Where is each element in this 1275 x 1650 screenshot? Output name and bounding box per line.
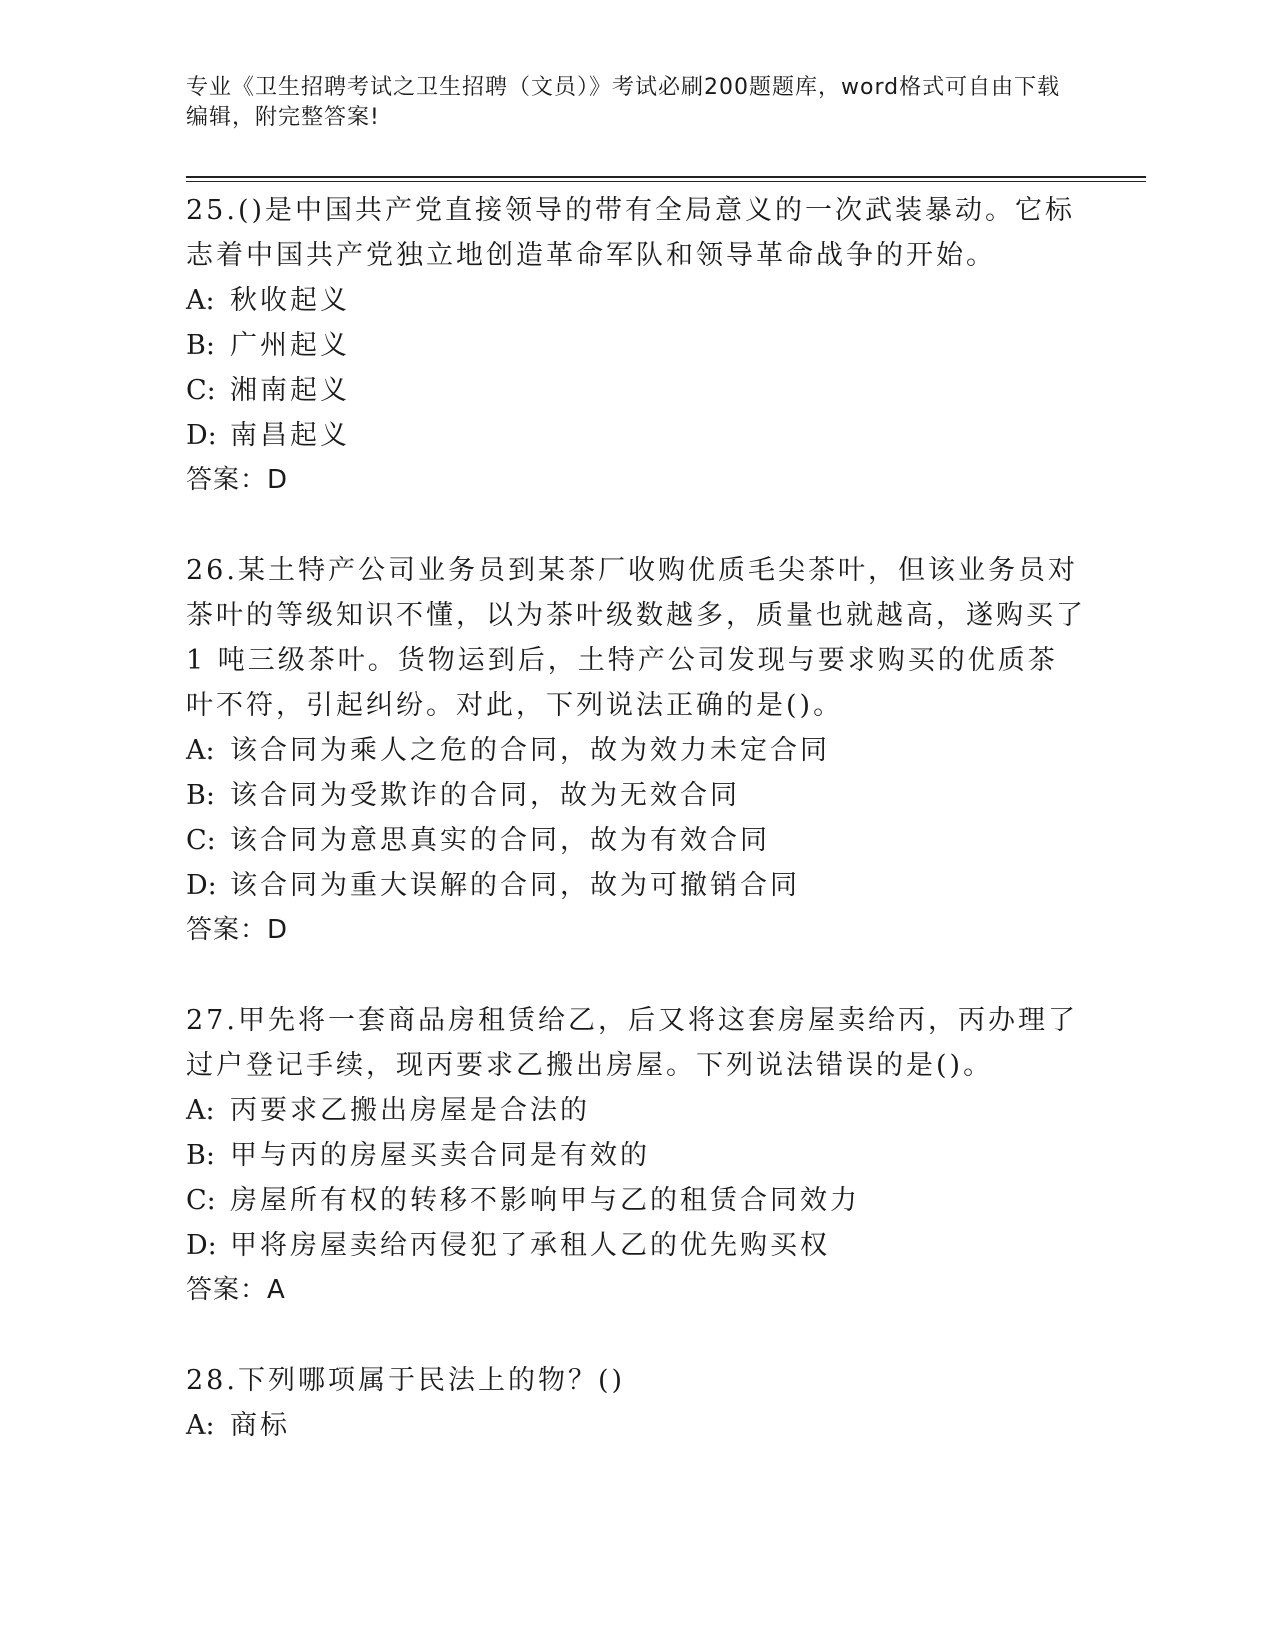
answer-line: 答案：A	[186, 1275, 286, 1305]
option-key: A:	[186, 1410, 215, 1441]
option-text: 甲将房屋卖给丙侵犯了承租人乙的优先购买权	[230, 1230, 830, 1261]
option-key: D:	[186, 420, 217, 451]
option-key: A:	[186, 1095, 215, 1126]
option-text: 该合同为乘人之危的合同，故为效力未定合同	[230, 735, 830, 766]
spacer	[186, 1313, 1086, 1358]
option-text: 该合同为意思真实的合同，故为有效合同	[230, 825, 770, 856]
option-text: 南昌起义	[230, 420, 350, 451]
question-26	[186, 548, 1086, 953]
option-b	[186, 1133, 1086, 1178]
option-key: C:	[186, 825, 216, 856]
question-28	[186, 1358, 1086, 1448]
question-list	[186, 188, 1086, 1448]
option-key: A:	[186, 735, 215, 766]
spacer	[186, 503, 1086, 548]
option-text: 广州起义	[230, 330, 350, 361]
option-text: 甲与丙的房屋买卖合同是有效的	[230, 1140, 650, 1171]
option-b	[186, 323, 1086, 368]
question-stem: 26.某土特产公司业务员到某茶厂收购优质毛尖茶叶，但该业务员对茶叶的等级知识不懂，以为茶叶级数越多，质量也就越高，遂购买了 1 吨三级茶叶。货物运到后，土特产公司发现与要求购买的优质茶叶不符，引起纠纷。对此，下列说法正确的是()。	[186, 555, 1086, 721]
option-b	[186, 773, 1086, 818]
option-key: B:	[186, 1140, 215, 1171]
option-key: B:	[186, 330, 215, 361]
option-d	[186, 413, 1086, 458]
option-key: C:	[186, 1185, 216, 1216]
page-header: 专业《卫生招聘考试之卫生招聘（文员）》考试必刷200题题库，word格式可自由下载编辑，附完整答案!	[186, 75, 1061, 130]
option-c	[186, 368, 1086, 413]
option-text: 商标	[230, 1410, 290, 1441]
option-text: 该合同为受欺诈的合同，故为无效合同	[230, 780, 740, 811]
option-text: 该合同为重大误解的合同，故为可撤销合同	[230, 870, 800, 901]
option-text: 丙要求乙搬出房屋是合法的	[230, 1095, 590, 1126]
option-a	[186, 1403, 1086, 1448]
option-key: B:	[186, 780, 215, 811]
spacer	[186, 953, 1086, 998]
option-c	[186, 1178, 1086, 1223]
question-25	[186, 188, 1086, 503]
option-text: 秋收起义	[230, 285, 350, 316]
answer-line: 答案：D	[186, 915, 289, 945]
option-c	[186, 818, 1086, 863]
option-a	[186, 278, 1086, 323]
option-key: D:	[186, 870, 217, 901]
question-stem: 27.甲先将一套商品房租赁给乙，后又将这套房屋卖给丙，丙办理了过户登记手续，现丙要求乙搬出房屋。下列说法错误的是()。	[186, 1005, 1078, 1081]
option-d	[186, 863, 1086, 908]
option-key: C:	[186, 375, 216, 406]
header-rule-thick	[186, 176, 1146, 178]
option-text: 房屋所有权的转移不影响甲与乙的租赁合同效力	[230, 1185, 860, 1216]
option-key: A:	[186, 285, 215, 316]
option-a	[186, 1088, 1086, 1133]
header-rule-thin	[186, 181, 1146, 182]
question-stem: 25.()是中国共产党直接领导的带有全局意义的一次武装暴动。它标志着中国共产党独立地创造革命军队和领导革命战争的开始。	[186, 195, 1076, 271]
option-d	[186, 1223, 1086, 1268]
option-text: 湘南起义	[230, 375, 350, 406]
option-key: D:	[186, 1230, 217, 1261]
question-stem: 28.下列哪项属于民法上的物？()	[186, 1365, 626, 1396]
question-27	[186, 998, 1086, 1313]
answer-line: 答案：D	[186, 465, 289, 495]
option-a	[186, 728, 1086, 773]
